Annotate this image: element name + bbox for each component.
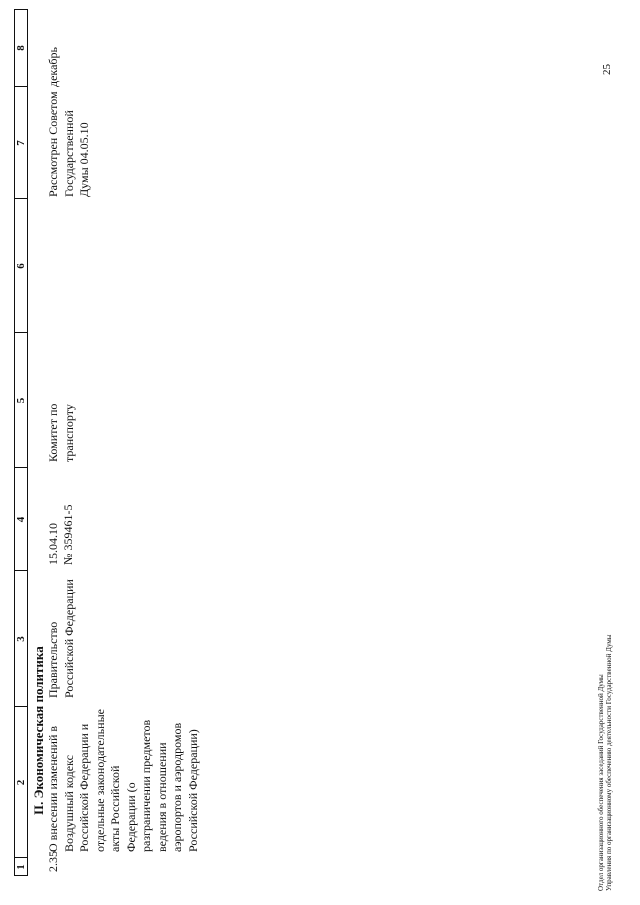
column-number-8: 8	[15, 45, 27, 51]
bill-title: О внесении изменений в Воздушный кодекс Российской Федерации и отдельные законодательные акты Российской Федерации (о разграничении предметов ведения в отношении аэропортов и аэродромов Российской Федерации)	[46, 709, 200, 852]
column-number-6: 6	[15, 263, 27, 269]
bill-number: № 359461-5	[61, 504, 75, 565]
section-title: II. Экономическая политика	[31, 646, 46, 815]
column-number-5: 5	[15, 397, 27, 404]
column-number-3: 3	[15, 636, 27, 642]
footer-line-2: Управления по организационному обеспечению деятельности Государственной Думы	[605, 634, 613, 891]
column-number-4: 4	[15, 516, 27, 523]
page-number: 25	[601, 64, 613, 75]
column-number-2: 2	[15, 779, 27, 786]
registration-date: 15.04.10	[46, 523, 60, 565]
row-number: 2.35	[46, 851, 60, 872]
status: Рассмотрен Советом Государственной Думы 04.05.10	[46, 91, 91, 197]
responsible-committee: Комитет по транспорту	[46, 403, 76, 462]
column-number-7: 7	[15, 140, 27, 146]
planned-month: декабрь	[46, 47, 60, 87]
footer-line-1: Отдел организационного обеспечения заседаний Государственной Думы	[597, 674, 605, 891]
initiator: Правительство Российской Федерации	[46, 579, 76, 698]
column-number-1: 1	[15, 864, 27, 870]
